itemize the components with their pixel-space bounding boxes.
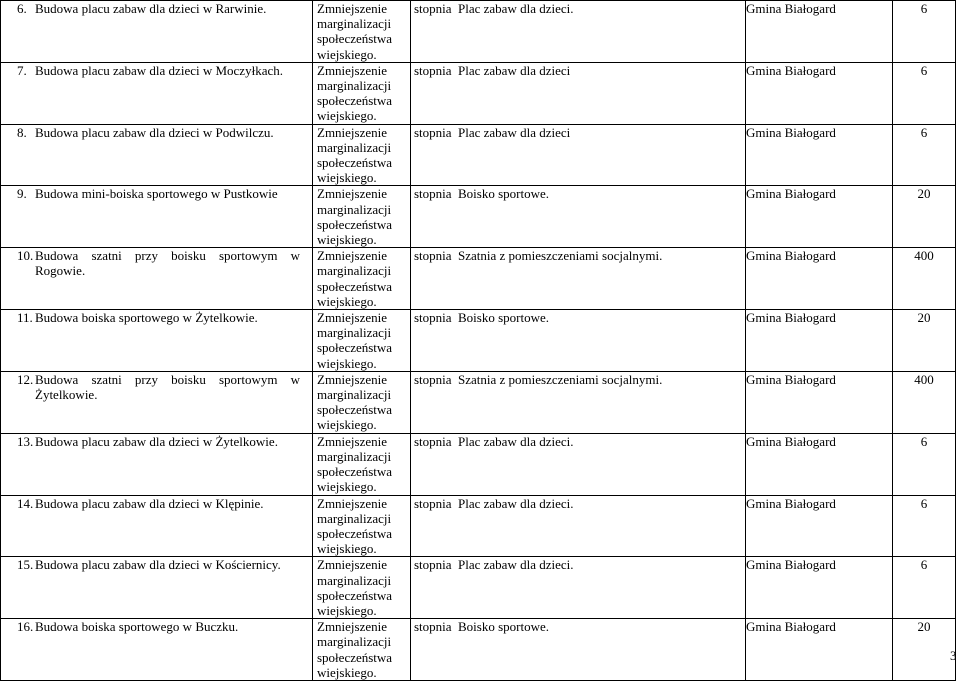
goal-line: wiejskiego. (317, 541, 377, 557)
row-number: 7. (17, 62, 27, 78)
table-row (1, 248, 956, 310)
project-name: Budowa placu zabaw dla dzieci w Podwilczu. (35, 124, 274, 140)
project-cell (1, 433, 313, 495)
goal-line: wiejskiego. (317, 417, 377, 433)
indicator-label: stopnia (414, 186, 452, 202)
goal-line: wiejskiego. (317, 355, 377, 371)
page-number: 3 (950, 648, 957, 663)
project-name: Budowa mini-boiska sportowego w Pustkowie (35, 186, 278, 202)
location-cell: Gmina Białogard (746, 433, 893, 495)
table-row (1, 371, 956, 433)
product-cell (411, 248, 746, 310)
row-number: 16. (17, 619, 34, 635)
goal-line: społeczeństwa (317, 649, 393, 665)
goal-line: Zmniejszenie (317, 124, 388, 140)
goal-line: marginalizacji (317, 201, 392, 217)
project-name: Budowa boiska sportowego w Buczku. (35, 619, 239, 635)
goal-line: wiejskiego. (317, 46, 377, 62)
project-name: Budowa szatni przy boisku sportowym w Żytelkowie. (35, 371, 300, 403)
indicator-label: stopnia (414, 371, 452, 387)
goal-line: wiejskiego. (317, 602, 377, 618)
product-cell (411, 186, 746, 248)
count-cell: 20 (893, 186, 956, 248)
location-cell: Gmina Białogard (746, 310, 893, 372)
count-cell: 20 (893, 310, 956, 372)
table-row (1, 124, 956, 186)
goal-cell (313, 557, 411, 619)
goal-line: Zmniejszenie (317, 619, 388, 635)
goal-line: społeczeństwa (317, 464, 393, 480)
product-cell (411, 371, 746, 433)
product-cell (411, 1, 746, 63)
location-cell: Gmina Białogard (746, 1, 893, 63)
table-row (1, 186, 956, 248)
goal-line: społeczeństwa (317, 587, 393, 603)
indicator-label: stopnia (414, 433, 452, 449)
project-cell (1, 619, 313, 681)
product-name: Boisko sportowe. (458, 186, 549, 202)
product-cell (411, 619, 746, 681)
row-number: 8. (17, 124, 27, 140)
goal-line: marginalizacji (317, 572, 392, 588)
goal-line: marginalizacji (317, 387, 392, 403)
indicator-label: stopnia (414, 619, 452, 635)
row-number: 13. (17, 433, 34, 449)
goal-line: Zmniejszenie (317, 248, 388, 264)
goal-cell (313, 371, 411, 433)
goal-line: Zmniejszenie (317, 495, 388, 511)
row-number: 15. (17, 557, 34, 573)
goal-line: wiejskiego. (317, 108, 377, 124)
goal-cell (313, 1, 411, 63)
project-cell (1, 62, 313, 124)
project-cell (1, 1, 313, 63)
goal-cell (313, 186, 411, 248)
project-cell (1, 186, 313, 248)
location-cell: Gmina Białogard (746, 186, 893, 248)
goal-line: marginalizacji (317, 16, 392, 32)
project-cell (1, 310, 313, 372)
goal-line: wiejskiego. (317, 479, 377, 495)
goal-line: Zmniejszenie (317, 433, 388, 449)
goal-line: wiejskiego. (317, 170, 377, 186)
row-number: 14. (17, 495, 34, 511)
product-name: Plac zabaw dla dzieci. (458, 433, 574, 449)
table-row (1, 62, 956, 124)
project-cell (1, 495, 313, 557)
goal-line: społeczeństwa (317, 525, 393, 541)
goal-cell (313, 433, 411, 495)
count-cell: 20 (893, 619, 956, 681)
location-cell: Gmina Białogard (746, 619, 893, 681)
project-cell (1, 557, 313, 619)
product-name: Szatnia z pomieszczeniami socjalnymi. (458, 371, 663, 387)
projects-table-body (1, 1, 956, 681)
project-name: Budowa placu zabaw dla dzieci w Kościernicy. (35, 557, 281, 573)
row-number: 9. (17, 186, 27, 202)
table-row (1, 310, 956, 372)
product-cell (411, 557, 746, 619)
indicator-label: stopnia (414, 310, 452, 326)
count-cell: 6 (893, 495, 956, 557)
indicator-label: stopnia (414, 124, 452, 140)
project-cell (1, 124, 313, 186)
count-cell: 6 (893, 557, 956, 619)
product-name: Plac zabaw dla dzieci. (458, 495, 574, 511)
goal-line: marginalizacji (317, 634, 392, 650)
goal-line: Zmniejszenie (317, 310, 388, 326)
row-number: 12. (17, 371, 34, 387)
location-cell: Gmina Białogard (746, 124, 893, 186)
indicator-label: stopnia (414, 62, 452, 78)
project-name: Budowa placu zabaw dla dzieci w Rarwinie. (35, 1, 267, 16)
goal-line: Zmniejszenie (317, 62, 388, 78)
goal-line: marginalizacji (317, 139, 392, 155)
product-cell (411, 62, 746, 124)
location-cell: Gmina Białogard (746, 62, 893, 124)
row-number: 6. (17, 1, 27, 16)
project-name: Budowa placu zabaw dla dzieci w Żytelkowie. (35, 433, 278, 449)
goal-line: społeczeństwa (317, 155, 393, 171)
product-cell (411, 310, 746, 372)
goal-cell (313, 495, 411, 557)
project-name: Budowa placu zabaw dla dzieci w Moczyłkach. (35, 62, 283, 78)
goal-line: wiejskiego. (317, 664, 377, 680)
location-cell: Gmina Białogard (746, 495, 893, 557)
product-name: Plac zabaw dla dzieci. (458, 557, 574, 573)
goal-line: wiejskiego. (317, 232, 377, 248)
product-name: Plac zabaw dla dzieci (458, 62, 571, 78)
row-number: 10. (17, 248, 34, 264)
location-cell: Gmina Białogard (746, 557, 893, 619)
project-name: Budowa placu zabaw dla dzieci w Klępinie. (35, 495, 264, 511)
product-name: Plac zabaw dla dzieci. (458, 1, 574, 16)
goal-cell (313, 248, 411, 310)
table-row (1, 495, 956, 557)
product-cell (411, 433, 746, 495)
indicator-label: stopnia (414, 248, 452, 264)
project-cell (1, 371, 313, 433)
count-cell: 400 (893, 248, 956, 310)
location-cell: Gmina Białogard (746, 248, 893, 310)
indicator-label: stopnia (414, 1, 452, 16)
goal-cell (313, 310, 411, 372)
table-row (1, 557, 956, 619)
count-cell: 6 (893, 1, 956, 63)
goal-line: społeczeństwa (317, 402, 393, 418)
goal-line: marginalizacji (317, 263, 392, 279)
goal-line: społeczeństwa (317, 93, 393, 109)
product-name: Boisko sportowe. (458, 310, 549, 326)
count-cell: 400 (893, 371, 956, 433)
goal-line: marginalizacji (317, 325, 392, 341)
table-row (1, 1, 956, 63)
count-cell: 6 (893, 124, 956, 186)
goal-line: marginalizacji (317, 78, 392, 94)
indicator-label: stopnia (414, 557, 452, 573)
product-cell (411, 495, 746, 557)
product-name: Boisko sportowe. (458, 619, 549, 635)
goal-line: marginalizacji (317, 448, 392, 464)
product-name: Plac zabaw dla dzieci (458, 124, 571, 140)
goal-line: społeczeństwa (317, 31, 393, 47)
goal-line: wiejskiego. (317, 293, 377, 309)
goal-line: społeczeństwa (317, 340, 393, 356)
table-row (1, 433, 956, 495)
table-row (1, 619, 956, 681)
project-name: Budowa boiska sportowego w Żytelkowie. (35, 310, 258, 326)
goal-line: Zmniejszenie (317, 1, 388, 16)
goal-line: Zmniejszenie (317, 186, 388, 202)
goal-cell (313, 619, 411, 681)
goal-cell (313, 62, 411, 124)
goal-line: społeczeństwa (317, 278, 393, 294)
product-cell (411, 124, 746, 186)
row-number: 11. (17, 310, 33, 326)
goal-line: społeczeństwa (317, 216, 393, 232)
indicator-label: stopnia (414, 495, 452, 511)
count-cell: 6 (893, 62, 956, 124)
project-name: Budowa szatni przy boisku sportowym w Rogowie. (35, 248, 300, 279)
count-cell: 6 (893, 433, 956, 495)
location-cell: Gmina Białogard (746, 371, 893, 433)
goal-line: marginalizacji (317, 510, 392, 526)
goal-cell (313, 124, 411, 186)
goal-line: Zmniejszenie (317, 557, 388, 573)
project-cell (1, 248, 313, 310)
goal-line: Zmniejszenie (317, 371, 388, 387)
product-name: Szatnia z pomieszczeniami socjalnymi. (458, 248, 663, 264)
